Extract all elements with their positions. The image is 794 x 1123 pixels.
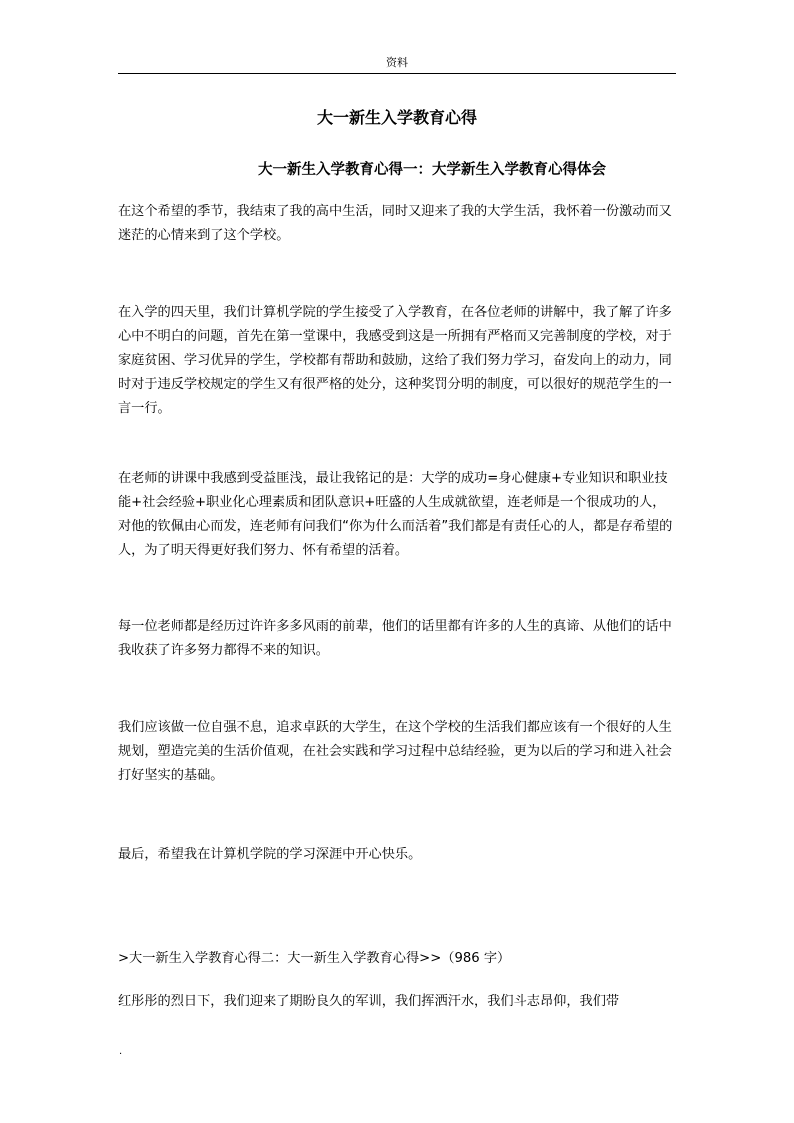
paragraph-6: 最后，希望我在计算机学院的学习深涯中开心快乐。	[118, 847, 422, 862]
footer-mark: .	[119, 1046, 123, 1057]
paragraph-2: 在入学的四天里，我们计算机学院的学生接受了入学教育，在各位老师的讲解中，我了解了许多心中不明白的问题，首先在第一堂课中，我感受到这是一所拥有严格而又完善制度的学校，对于家庭贫困、学习优异的学生，学校都有帮助和鼓励，这给了我们努力学习，奋发向上的动力，同时对于违反学校规定的学生又有很严格的处分，这种奖罚分明的制度，可以很好的规范学生的一言一行。	[118, 305, 672, 416]
page-header: 资料	[386, 56, 408, 69]
paragraph-4: 每一位老师都是经历过许许多多风雨的前辈，他们的话里都有许多的人生的真谛、从他们的话中我收获了许多努力都得不来的知识。	[118, 619, 672, 658]
paragraph-5: 我们应该做一位自强不息，追求卓跃的大学生，在这个学校的生活我们都应该有一个很好的人生规划，塑造完美的生活价值观，在社会实践和学习过程中总结经验，更为以后的学习和进入社会打好坚实的基础。	[118, 720, 672, 783]
section-subtitle: 大一新生入学教育心得一：大学新生入学教育心得体会	[258, 162, 606, 178]
paragraph-7: 红彤彤的烈日下，我们迎来了期盼良久的军训，我们挥洒汗水，我们斗志昂仰，我们带	[118, 994, 620, 1009]
paragraph-1: 在这个希望的季节，我结束了我的高中生活，同时又迎来了我的大学生活，我怀着一份激动而又迷茫的心情来到了这个学校。	[118, 204, 672, 243]
paragraph-3: 在老师的讲课中我感到受益匪浅，最让我铭记的是：大学的成功=身心健康+专业知识和职业技能+社会经验+职业化心理素质和团队意识+旺盛的人生成就欲望，连老师是一个很成功的人，对他的钦佩由心而发，连老师有问我们“你为什么而活着”我们都是有责任心的人，都是存希望的人，为了明天得更好我们努力、怀有希望的活着。	[118, 471, 673, 558]
section-link-line: >大一新生入学教育心得二：大一新生入学教育心得>>（986 字）	[118, 951, 511, 966]
document-title: 大一新生入学教育心得	[316, 108, 477, 127]
header-rule	[118, 73, 676, 74]
